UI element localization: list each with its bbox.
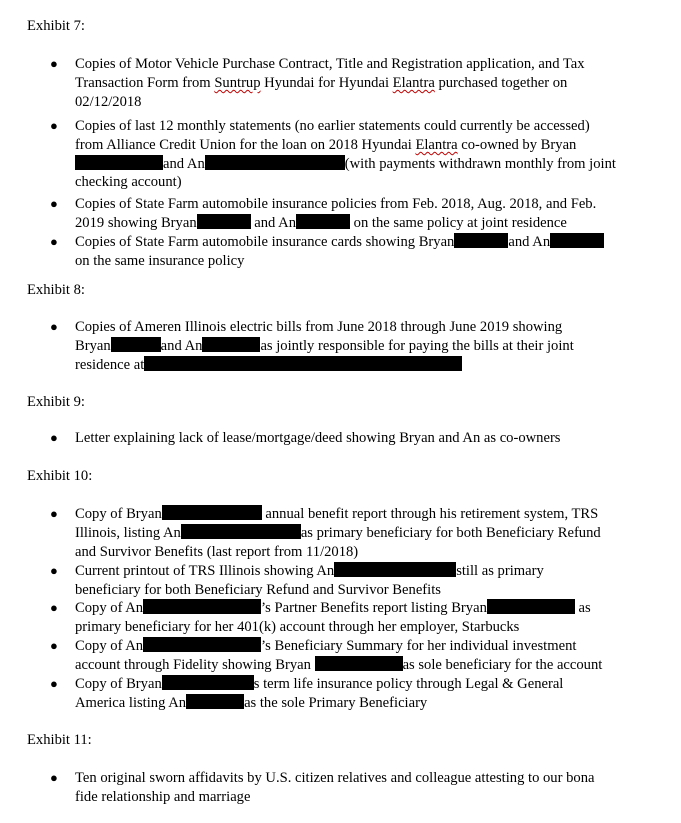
text-run: 2019 showing Bryan (75, 214, 197, 231)
list-item-line (75, 599, 591, 618)
list-item-line (75, 769, 594, 788)
list-item-line (75, 337, 574, 356)
text-run: from Alliance Credit Union for the loan on 2018 Hyundai (75, 136, 416, 153)
list-item (75, 55, 585, 111)
text-run: Ten original sworn affidavits by U.S. citizen relatives and colleague attesting to our bona (75, 770, 595, 786)
redaction-block (143, 637, 261, 652)
list-item-line (75, 74, 585, 93)
text-run: account through Fidelity showing Bryan (75, 656, 315, 673)
redaction-block (334, 562, 456, 577)
text-run: as jointly responsible for paying the bills at their joint (260, 337, 574, 354)
list-item (75, 562, 544, 600)
text-run: Copies of State Farm automobile insurance cards showing Bryan (75, 234, 455, 250)
bullet-icon: ● (50, 196, 58, 211)
text-run: ’s Beneficiary Summary for her individual investment (261, 638, 577, 654)
list-item (75, 769, 594, 807)
text-run: Bryan (75, 337, 111, 354)
exhibit-heading: Exhibit 7: (27, 18, 85, 34)
redaction-block (197, 214, 251, 229)
redaction-block (75, 155, 163, 170)
text-run: co-owned by Bryan (457, 136, 577, 153)
text-run: still as primary (456, 563, 544, 579)
text-run: Copies of State Farm automobile insurance policies from Feb. 2018, Aug. 2018, and Feb. (75, 196, 597, 212)
text-run: Copies of Motor Vehicle Purchase Contract, Title and Registration application, and Tax (75, 56, 585, 72)
text-run: and An (163, 155, 205, 172)
list-item-line (75, 656, 602, 675)
list-item-line (75, 93, 585, 112)
text-run: Copy of An (75, 600, 144, 616)
spellcheck-word: Suntrup (214, 74, 261, 91)
redaction-block (315, 656, 403, 671)
list-item-line (75, 136, 616, 155)
text-run: Copies of last 12 monthly statements (no earlier statements could currently be accessed) (75, 118, 590, 134)
text-run: Hyundai for Hyundai (260, 74, 393, 91)
list-item-line (75, 429, 561, 448)
text-run: primary beneficiary for her 401(k) account through her employer, Starbucks (75, 618, 520, 635)
list-item-line (75, 505, 601, 524)
text-run: residence at (75, 356, 145, 373)
text-run: 02/12/2018 (75, 93, 142, 110)
bullet-icon: ● (50, 506, 58, 521)
text-run: Illinois, listing An (75, 524, 181, 541)
text-run: fide relationship and marriage (75, 788, 251, 805)
text-run: checking account) (75, 174, 182, 191)
bullet-icon: ● (50, 56, 58, 71)
bullet-icon: ● (50, 319, 58, 334)
list-item-line (75, 214, 596, 233)
text-run: s term life insurance policy through Legal & General (253, 676, 564, 692)
list-item-line (75, 524, 601, 543)
list-item-line (75, 233, 604, 252)
list-item-line (75, 117, 616, 136)
text-run: and Survivor Benefits (last report from 11/2018) (75, 543, 359, 560)
text-run: Current printout of TRS Illinois showing An (75, 563, 335, 579)
text-run: Letter explaining lack of lease/mortgage/deed showing Bryan and An as co-owners (75, 430, 561, 446)
list-item-line (75, 195, 596, 214)
list-item-line (75, 618, 591, 637)
list-item-line (75, 155, 616, 174)
list-item (75, 675, 563, 713)
spellcheck-word: Elantra (415, 136, 458, 153)
text-run: ’s Partner Benefits report listing Bryan (261, 600, 487, 616)
list-item-line (75, 173, 616, 192)
text-run: and An (250, 214, 297, 231)
list-item-line (75, 543, 601, 562)
text-run: on the same insurance policy (75, 252, 245, 269)
text-run: Copy of Bryan (75, 506, 162, 522)
spellcheck-word: Elantra (392, 74, 435, 91)
bullet-icon: ● (50, 234, 58, 249)
redaction-block (186, 694, 244, 709)
list-item (75, 233, 604, 271)
text-run: annual benefit report through his retirement system, TRS (261, 506, 599, 522)
text-run: as primary beneficiary for both Beneficiary Refund (300, 524, 601, 541)
list-item (75, 637, 602, 675)
list-item (75, 117, 616, 192)
redaction-block (143, 599, 261, 614)
exhibit-heading: Exhibit 8: (27, 282, 85, 298)
text-run: on the same policy at joint residence (350, 214, 567, 231)
list-item (75, 599, 591, 637)
exhibit-heading: Exhibit 9: (27, 394, 85, 410)
redaction-block (205, 155, 345, 170)
text-run: and An (508, 234, 551, 250)
bullet-icon: ● (50, 563, 58, 578)
list-item-line (75, 318, 574, 337)
text-run: Transaction Form from (75, 74, 215, 91)
exhibit-heading: Exhibit 10: (27, 468, 93, 484)
redaction-block (487, 599, 575, 614)
list-item-line (75, 252, 604, 271)
redaction-block (454, 233, 508, 248)
list-item-line (75, 356, 574, 375)
list-item (75, 429, 561, 448)
redaction-block (296, 214, 350, 229)
text-run: as the sole Primary Beneficiary (244, 694, 428, 711)
list-item (75, 318, 574, 374)
text-run: (with payments withdrawn monthly from joint (344, 155, 616, 172)
redaction-block (111, 337, 161, 352)
text-run: Copies of Ameren Illinois electric bills from June 2018 through June 2019 showing (75, 319, 563, 335)
list-item-line (75, 675, 563, 694)
text-run: and An (160, 337, 203, 354)
text-run: beneficiary for both Beneficiary Refund and Survivor Benefits (75, 581, 441, 598)
list-item-line (75, 581, 544, 600)
list-item-line (75, 55, 585, 74)
bullet-icon: ● (50, 770, 58, 785)
list-item-line (75, 637, 602, 656)
redaction-block (202, 337, 260, 352)
redaction-block (550, 233, 604, 248)
bullet-icon: ● (50, 430, 58, 445)
text-run: Copy of Bryan (75, 676, 162, 692)
list-item-line (75, 562, 544, 581)
exhibit-heading: Exhibit 11: (27, 732, 92, 748)
text-run: America listing An (75, 694, 187, 711)
redaction-block (181, 524, 301, 539)
text-run: as (574, 600, 591, 616)
list-item (75, 195, 596, 233)
bullet-icon: ● (50, 638, 58, 653)
bullet-icon: ● (50, 676, 58, 691)
text-run: as sole beneficiary for the account (402, 656, 603, 673)
list-item-line (75, 788, 594, 807)
redaction-block (162, 505, 262, 520)
list-item (75, 505, 601, 561)
bullet-icon: ● (50, 600, 58, 615)
text-run: purchased together on (434, 74, 568, 91)
text-run: Copy of An (75, 638, 144, 654)
redaction-block (162, 675, 254, 690)
redaction-block (144, 356, 462, 371)
list-item-line (75, 694, 563, 713)
bullet-icon: ● (50, 118, 58, 133)
